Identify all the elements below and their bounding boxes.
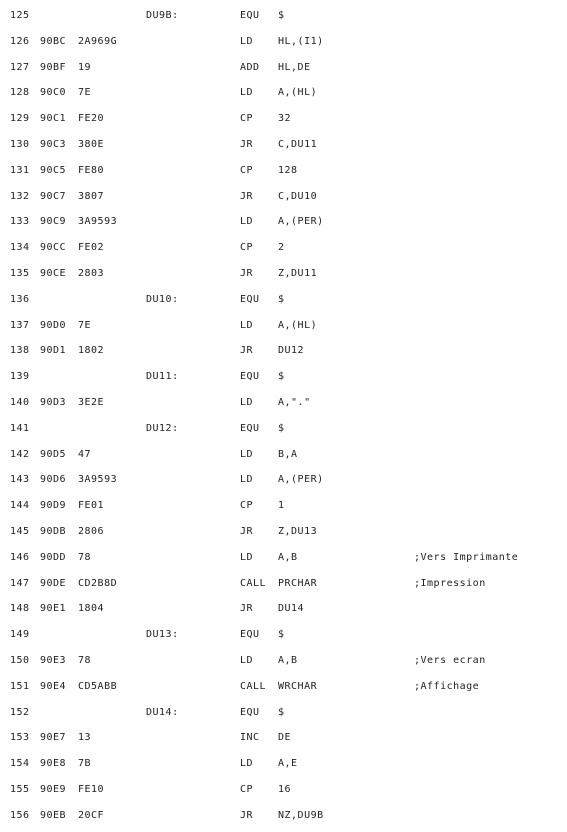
listing-row	[0, 572, 567, 598]
listing-row	[0, 288, 567, 314]
listing-row	[0, 726, 567, 752]
machine-code: 3A9593	[78, 216, 118, 228]
comment: ;Vers ecran	[414, 654, 486, 666]
mnemonic: LD	[240, 216, 254, 228]
operands: A,(HL)	[278, 87, 318, 99]
listing-row	[0, 339, 567, 365]
line-number: 143	[10, 474, 30, 486]
machine-code: FE02	[78, 242, 105, 254]
line-number: 141	[10, 422, 30, 434]
address: 90D6	[40, 474, 67, 486]
listing-row	[0, 494, 567, 520]
mnemonic: LD	[240, 758, 254, 770]
line-number: 137	[10, 319, 30, 331]
address: 90D5	[40, 448, 67, 460]
listing-row	[0, 623, 567, 649]
operands: A,(PER)	[278, 474, 324, 486]
address: 90C9	[40, 216, 67, 228]
line-number: 145	[10, 525, 30, 537]
mnemonic: JR	[240, 345, 254, 357]
mnemonic: LD	[240, 319, 254, 331]
line-number: 147	[10, 577, 30, 589]
operands: $	[278, 293, 285, 305]
operands: $	[278, 371, 285, 383]
label: DU12:	[146, 422, 179, 434]
listing-row	[0, 520, 567, 546]
operands: 1	[278, 500, 285, 512]
listing-row	[0, 314, 567, 340]
line-number: 155	[10, 783, 30, 795]
mnemonic: EQU	[240, 10, 260, 21]
mnemonic: EQU	[240, 422, 260, 434]
machine-code: 3A9593	[78, 474, 118, 486]
line-number: 126	[10, 35, 30, 47]
machine-code: 1804	[78, 603, 105, 615]
machine-code: CD5ABB	[78, 680, 118, 692]
operands: HL,DE	[278, 61, 311, 73]
operands: A,(HL)	[278, 319, 318, 331]
line-number: 148	[10, 603, 30, 615]
listing-row	[0, 107, 567, 133]
machine-code: FE10	[78, 783, 105, 795]
address: 90DB	[40, 525, 67, 537]
mnemonic: LD	[240, 448, 254, 460]
line-number: 154	[10, 758, 30, 770]
mnemonic: CP	[240, 113, 254, 125]
mnemonic: EQU	[240, 629, 260, 641]
line-number: 134	[10, 242, 30, 254]
line-number: 125	[10, 10, 30, 21]
mnemonic: CP	[240, 500, 254, 512]
line-number: 153	[10, 732, 30, 744]
machine-code: 19	[78, 61, 92, 73]
listing-row	[0, 675, 567, 701]
mnemonic: ADD	[240, 61, 260, 73]
machine-code: 2806	[78, 525, 105, 537]
address: 90E4	[40, 680, 67, 692]
machine-code: FE20	[78, 113, 105, 125]
listing-row	[0, 649, 567, 675]
operands: C,DU11	[278, 138, 318, 150]
operands: 16	[278, 783, 292, 795]
operands: WRCHAR	[278, 680, 318, 692]
address: 90C5	[40, 164, 67, 176]
line-number: 135	[10, 267, 30, 279]
operands: DE	[278, 732, 292, 744]
operands: Z,DU13	[278, 525, 318, 537]
mnemonic: JR	[240, 603, 254, 615]
address: 90C7	[40, 190, 67, 202]
line-number: 130	[10, 138, 30, 150]
line-number: 140	[10, 396, 30, 408]
machine-code: 3E2E	[78, 396, 105, 408]
mnemonic: LD	[240, 35, 254, 47]
mnemonic: EQU	[240, 293, 260, 305]
mnemonic: LD	[240, 87, 254, 99]
listing-row	[0, 159, 567, 185]
mnemonic: CALL	[240, 680, 267, 692]
line-number: 156	[10, 809, 30, 821]
label: DU10:	[146, 293, 179, 305]
mnemonic: LD	[240, 551, 254, 563]
machine-code: 7E	[78, 87, 92, 99]
listing-row	[0, 752, 567, 778]
line-number: 150	[10, 654, 30, 666]
listing-row	[0, 701, 567, 727]
mnemonic: CP	[240, 164, 254, 176]
operands: NZ,DU9B	[278, 809, 324, 821]
operands: A,"."	[278, 396, 311, 408]
listing-row	[0, 417, 567, 443]
machine-code: 380E	[78, 138, 105, 150]
address: 90BC	[40, 35, 67, 47]
address: 90E9	[40, 783, 67, 795]
machine-code: 2A969G	[78, 35, 118, 47]
address: 90DD	[40, 551, 67, 563]
operands: A,(PER)	[278, 216, 324, 228]
listing-row	[0, 30, 567, 56]
mnemonic: CP	[240, 783, 254, 795]
line-number: 152	[10, 706, 30, 718]
line-number: 151	[10, 680, 30, 692]
comment: ;Vers Imprimante	[414, 551, 519, 563]
address: 90CC	[40, 242, 67, 254]
operands: C,DU10	[278, 190, 318, 202]
mnemonic: CALL	[240, 577, 267, 589]
line-number: 139	[10, 371, 30, 383]
machine-code: 3807	[78, 190, 105, 202]
address: 90CE	[40, 267, 67, 279]
listing-row	[0, 133, 567, 159]
mnemonic: LD	[240, 654, 254, 666]
listing-row	[0, 804, 567, 830]
address: 90D0	[40, 319, 67, 331]
label: DU14:	[146, 706, 179, 718]
line-number: 144	[10, 500, 30, 512]
mnemonic: JR	[240, 138, 254, 150]
machine-code: FE01	[78, 500, 105, 512]
operands: $	[278, 629, 285, 641]
line-number: 127	[10, 61, 30, 73]
line-number: 131	[10, 164, 30, 176]
listing-row	[0, 262, 567, 288]
line-number: 133	[10, 216, 30, 228]
listing-row	[0, 778, 567, 804]
address: 90E1	[40, 603, 67, 615]
machine-code: FE80	[78, 164, 105, 176]
listing-row	[0, 546, 567, 572]
address: 90C0	[40, 87, 67, 99]
machine-code: 2803	[78, 267, 105, 279]
assembly-listing	[0, 4, 567, 830]
listing-row	[0, 468, 567, 494]
listing-row	[0, 210, 567, 236]
address: 90C3	[40, 138, 67, 150]
address: 90C1	[40, 113, 67, 125]
address: 90DE	[40, 577, 67, 589]
label: DU11:	[146, 371, 179, 383]
operands: DU14	[278, 603, 305, 615]
operands: Z,DU11	[278, 267, 318, 279]
address: 90D1	[40, 345, 67, 357]
machine-code: 78	[78, 654, 92, 666]
operands: $	[278, 10, 285, 21]
address: 90BF	[40, 61, 67, 73]
line-number: 129	[10, 113, 30, 125]
listing-row	[0, 81, 567, 107]
line-number: 132	[10, 190, 30, 202]
mnemonic: JR	[240, 525, 254, 537]
listing-row	[0, 391, 567, 417]
machine-code: CD2B8D	[78, 577, 118, 589]
mnemonic: EQU	[240, 371, 260, 383]
listing-row	[0, 597, 567, 623]
line-number: 149	[10, 629, 30, 641]
line-number: 142	[10, 448, 30, 460]
line-number: 136	[10, 293, 30, 305]
operands: $	[278, 422, 285, 434]
address: 90E7	[40, 732, 67, 744]
operands: 2	[278, 242, 285, 254]
address: 90EB	[40, 809, 67, 821]
machine-code: 1802	[78, 345, 105, 357]
listing-row	[0, 185, 567, 211]
listing-row	[0, 4, 567, 30]
operands: 128	[278, 164, 298, 176]
mnemonic: EQU	[240, 706, 260, 718]
listing-row	[0, 236, 567, 262]
comment: ;Affichage	[414, 680, 480, 692]
address: 90D9	[40, 500, 67, 512]
machine-code: 78	[78, 551, 92, 563]
operands: DU12	[278, 345, 305, 357]
line-number: 138	[10, 345, 30, 357]
operands: A,E	[278, 758, 298, 770]
line-number: 128	[10, 87, 30, 99]
operands: 32	[278, 113, 292, 125]
mnemonic: LD	[240, 396, 254, 408]
listing-row	[0, 443, 567, 469]
mnemonic: CP	[240, 242, 254, 254]
operands: A,B	[278, 654, 298, 666]
mnemonic: JR	[240, 809, 254, 821]
label: DU9B:	[146, 10, 179, 21]
address: 90E3	[40, 654, 67, 666]
comment: ;Impression	[414, 577, 486, 589]
machine-code: 7E	[78, 319, 92, 331]
address: 90D3	[40, 396, 67, 408]
operands: $	[278, 706, 285, 718]
line-number: 146	[10, 551, 30, 563]
mnemonic: JR	[240, 267, 254, 279]
machine-code: 7B	[78, 758, 92, 770]
operands: B,A	[278, 448, 298, 460]
address: 90E8	[40, 758, 67, 770]
listing-row	[0, 365, 567, 391]
mnemonic: LD	[240, 474, 254, 486]
mnemonic: INC	[240, 732, 260, 744]
machine-code: 20CF	[78, 809, 105, 821]
mnemonic: JR	[240, 190, 254, 202]
operands: HL,(I1)	[278, 35, 324, 47]
label: DU13:	[146, 629, 179, 641]
operands: A,B	[278, 551, 298, 563]
listing-row	[0, 56, 567, 82]
machine-code: 47	[78, 448, 92, 460]
operands: PRCHAR	[278, 577, 318, 589]
machine-code: 13	[78, 732, 92, 744]
